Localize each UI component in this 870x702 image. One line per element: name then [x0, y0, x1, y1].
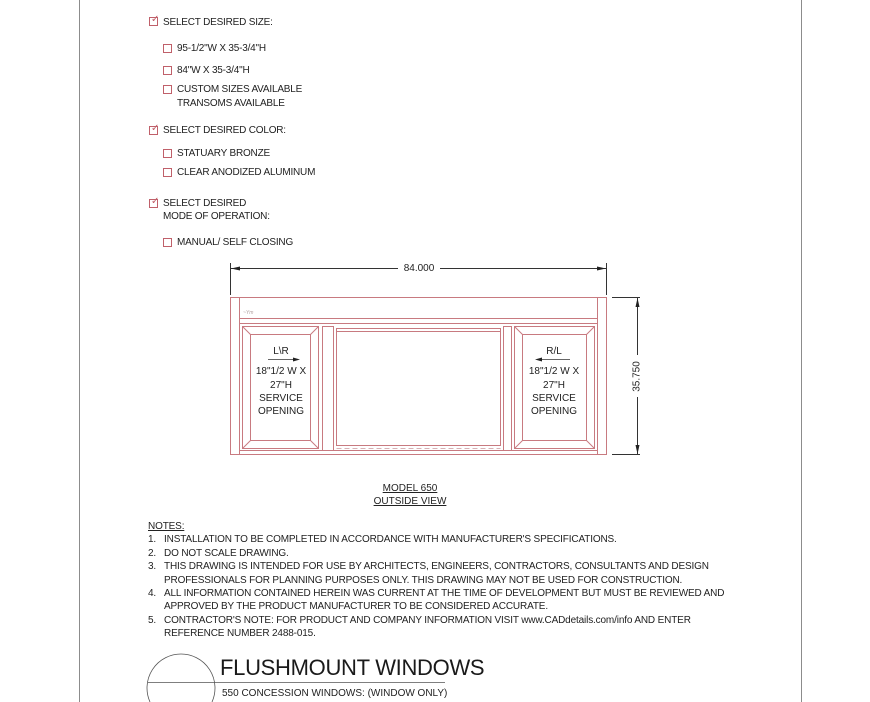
note-number: 2.	[148, 547, 157, 559]
opening-size-label: 18"1/2 W X	[528, 366, 580, 377]
note-item	[148, 547, 724, 560]
note-text: CONTRACTOR'S NOTE: FOR PRODUCT AND COMPANY INFORMATION VISIT www.CADdetails.com/info AND ENTER	[164, 614, 691, 626]
size-option-label: CUSTOM SIZES AVAILABLE	[177, 84, 303, 95]
opening-size-label: 27"H	[270, 380, 292, 391]
note-text: PROFESSIONALS FOR PLANNING PURPOSES ONLY. THIS DRAWING MAY NOT BE USED FOR CONSTRUCTION.	[164, 574, 683, 586]
note-text: THIS DRAWING IS INTENDED FOR USE BY ARCHITECTS, ENGINEERS, CONTRACTORS, CONSULTANTS AND DESIGN	[164, 561, 709, 573]
width-dimension-label: 84.000	[403, 263, 435, 274]
color-option-label: CLEAR ANODIZED ALUMINUM	[177, 167, 316, 178]
note-item-continued	[148, 600, 724, 613]
height-dimension-label: 35.750	[631, 361, 643, 392]
note-text: DO NOT SCALE DRAWING.	[164, 547, 289, 559]
drawing-title: FLUSHMOUNT WINDOWS	[220, 655, 485, 680]
notes-heading: NOTES:	[148, 521, 185, 532]
operation-heading: SELECT DESIRED	[163, 198, 247, 209]
manufacturer-logo-mark: ~Ym	[243, 310, 254, 316]
note-text: ALL INFORMATION CONTAINED HEREIN WAS CURRENT AT THE TIME OF DEVELOPMENT BUT MUST BE REVIEWED AND	[164, 588, 725, 600]
opening-type-label: OPENING	[257, 406, 305, 417]
note-item-continued	[148, 574, 724, 587]
checkmark-icon: ✓	[151, 196, 160, 207]
size-option-label: 84"W X 35-3/4"H	[177, 65, 250, 76]
note-item	[148, 560, 724, 573]
note-number: 5.	[148, 614, 157, 626]
caption-view: OUTSIDE VIEW	[373, 496, 447, 507]
opening-size-label: 27"H	[543, 380, 565, 391]
note-item	[148, 533, 724, 546]
direction-label: R/L	[546, 346, 562, 357]
note-text: APPROVED BY THE PRODUCT MANUFACTURER TO BE CONSIDERED ACCURATE.	[164, 601, 548, 613]
size-option-label: 95-1/2"W X 35-3/4"H	[177, 43, 266, 54]
note-number: 3.	[148, 561, 157, 573]
checkmark-icon: ✓	[151, 123, 160, 134]
note-number: 4.	[148, 588, 157, 600]
drawing-subtitle: 550 CONCESSION WINDOWS: (WINDOW ONLY)	[222, 688, 448, 699]
checkmark-icon: ✓	[151, 14, 160, 25]
note-item	[148, 614, 724, 627]
notes-section	[148, 520, 724, 641]
note-text: REFERENCE NUMBER 2488-015.	[164, 628, 316, 640]
opening-type-label: SERVICE	[259, 393, 303, 404]
caption-model: MODEL 650	[382, 483, 438, 494]
note-text: INSTALLATION TO BE COMPLETED IN ACCORDANCE WITH MANUFACTURER'S SPECIFICATIONS.	[164, 534, 617, 546]
drawing-caption	[350, 482, 470, 508]
color-option-label: STATUARY BRONZE	[177, 148, 270, 159]
size-option-label-line2: TRANSOMS AVAILABLE	[177, 98, 285, 109]
color-heading: SELECT DESIRED COLOR:	[163, 125, 286, 136]
operation-option-label: MANUAL/ SELF CLOSING	[177, 237, 294, 248]
size-heading: SELECT DESIRED SIZE:	[163, 17, 273, 28]
note-item-continued	[148, 627, 724, 640]
direction-label: L\R	[273, 346, 289, 357]
opening-type-label: SERVICE	[532, 393, 576, 404]
note-number: 1.	[148, 534, 157, 546]
operation-heading-line2: MODE OF OPERATION:	[163, 211, 270, 222]
opening-size-label: 18"1/2 W X	[255, 366, 307, 377]
opening-type-label: OPENING	[530, 406, 578, 417]
note-item	[148, 587, 724, 600]
